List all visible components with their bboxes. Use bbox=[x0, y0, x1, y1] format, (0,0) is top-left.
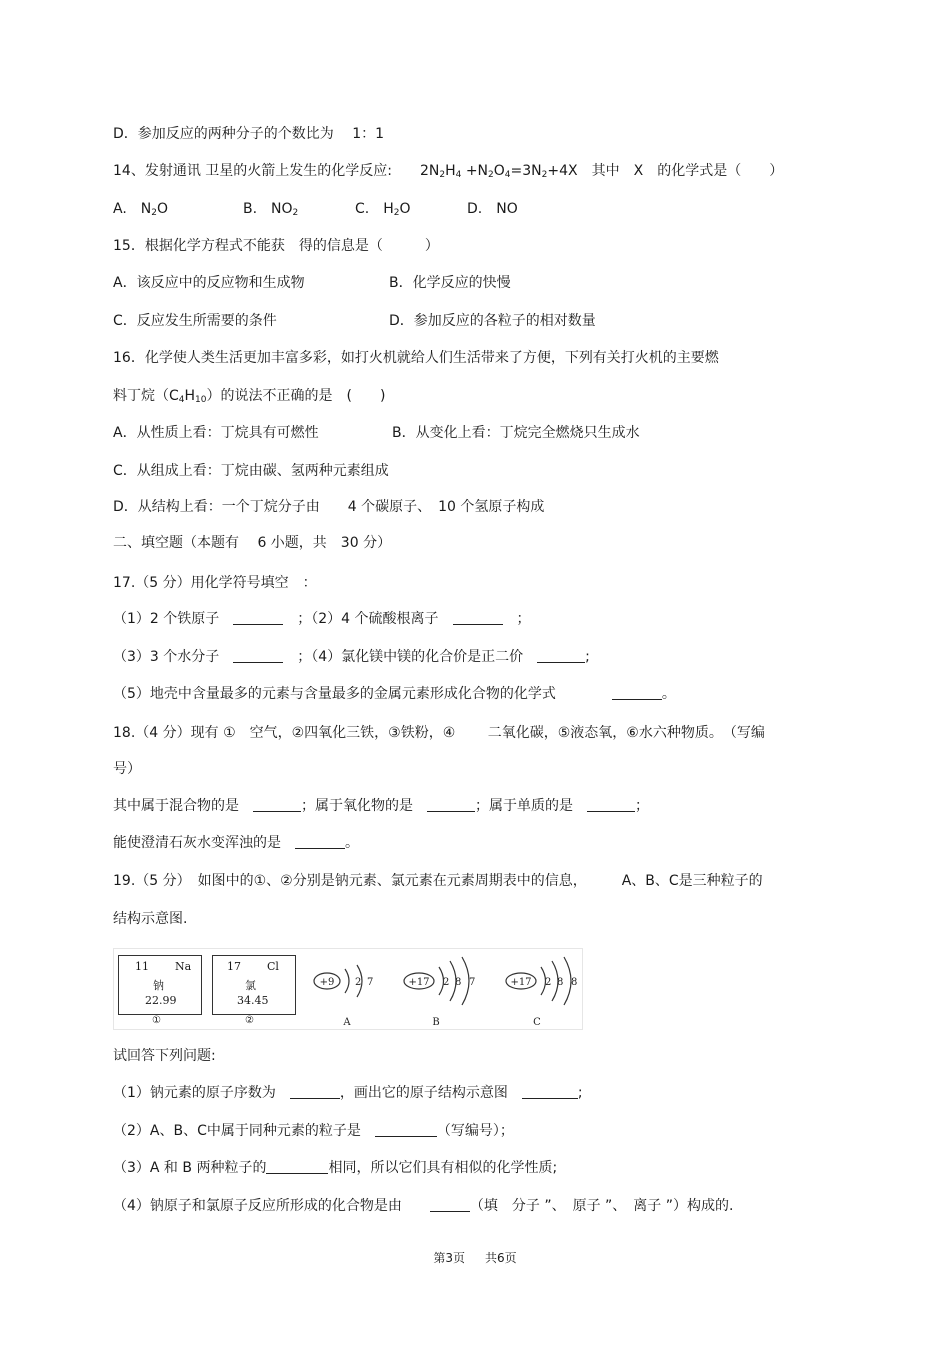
electron-count: 8 bbox=[571, 977, 578, 988]
q19-stem-line1: 19.（5 分） 如图中的①、②分别是钠元素、氯元素在元素周期表中的信息， A、B、C是三种粒子的 bbox=[113, 873, 763, 889]
q16-stem-line2: 料丁烷$(C_4H_{10})$的说法不正确的是 ( ) bbox=[113, 388, 386, 405]
q19-prompt: 试回答下列问题: bbox=[113, 1048, 216, 1064]
q17-row2: （3）3 个水分子 ；（4）氯化镁中镁的化合价是正二价 ; bbox=[113, 649, 590, 665]
q15-option-d: D．参加反应的各粒子的相对数量 bbox=[389, 313, 596, 329]
q17-stem: 17.（5 分）用化学符号填空 ： bbox=[113, 575, 317, 591]
q15-stem: 15．根据化学方程式不能获 得的信息是（ ） bbox=[113, 238, 439, 254]
q15-option-a: A．该反应中的反应物和生成物 bbox=[113, 275, 305, 291]
shell-arc bbox=[345, 969, 349, 993]
periodic-cell-na: 11 Na 钠 22.99 bbox=[118, 955, 202, 1015]
q15-option-c: C．反应发生所需要的条件 bbox=[113, 313, 277, 329]
q19-part3: （3）A 和 B 两种粒子的 相同，所以它们具有相似的化学性质; bbox=[113, 1160, 558, 1176]
q18-stem-line1: 18.（4 分）现有 ① 空气，②四氧化三铁，③铁粉，④ 二氧化碳，⑤液态氧，⑥水六种物质。 （写编 bbox=[113, 725, 765, 741]
q14-stem: 14、发射通讯 卫星的火箭上发生的化学反应: $2N_2H_4 +N_2O_4=3N_2+4X$ 其中 X 的化学式是（ ） bbox=[113, 163, 784, 180]
element-figure bbox=[113, 948, 583, 1030]
page-total: 共6页 bbox=[485, 1251, 517, 1265]
q16-option-a: A．从性质上看：丁烷具有可燃性 bbox=[113, 425, 319, 441]
q15-option-b: B．化学反应的快慢 bbox=[389, 275, 511, 291]
electron-count: 8 bbox=[455, 977, 462, 988]
shell-arc bbox=[564, 957, 571, 1005]
q14-option-b: B. $NO_2$ bbox=[243, 201, 299, 218]
periodic-cell-cl: 17 Cl 氯 34.45 bbox=[212, 955, 296, 1015]
answer-blank[interactable] bbox=[612, 685, 662, 700]
electron-count: 8 bbox=[557, 977, 564, 988]
electron-count: 7 bbox=[469, 977, 476, 988]
atom-structures bbox=[114, 949, 582, 1029]
nucleus-a-charge: +9 bbox=[319, 977, 335, 988]
answer-blank[interactable] bbox=[537, 648, 585, 663]
q19-part4: （4）钠原子和氯原子反应所形成的化合物是由 （填 分子 ”、 原子 ”、 离子 ”）构成的. bbox=[113, 1198, 734, 1214]
figure-label: ② bbox=[245, 1015, 254, 1026]
q17-row1: （1）2 个铁原子 ；（2）4 个硫酸根离子 ； bbox=[113, 611, 531, 627]
q13-option-d: D．参加反应的两种分子的个数比为 1：1 bbox=[113, 126, 385, 142]
q19-part2: （2）A、B、C中属于同种元素的粒子是 （写编号）； bbox=[113, 1123, 514, 1139]
answer-blank[interactable] bbox=[290, 1084, 340, 1099]
answer-blank[interactable] bbox=[430, 1197, 470, 1212]
particle-label: C bbox=[533, 1017, 541, 1028]
electron-count: 7 bbox=[367, 977, 374, 988]
particle-label: A bbox=[343, 1017, 351, 1028]
q16-option-c: C．从组成上看：丁烷由碳、氢两种元素组成 bbox=[113, 463, 389, 479]
answer-blank[interactable] bbox=[375, 1122, 437, 1137]
q14-option-d: D. NO bbox=[467, 201, 518, 217]
q14-option-a: A. $N_2O$ bbox=[113, 201, 169, 218]
q18-row2: 能使澄清石灰水变浑浊的是 。 bbox=[113, 835, 359, 851]
electron-count: 2 bbox=[545, 977, 552, 988]
page-number: 第3页 bbox=[433, 1251, 465, 1265]
q17-row3: （5）地壳中含量最多的元素与含量最多的金属元素形成化合物的化学式 。 bbox=[113, 686, 676, 702]
answer-blank[interactable] bbox=[253, 797, 301, 812]
answer-blank[interactable] bbox=[522, 1084, 578, 1099]
q19-part1: （1）钠元素的原子序数为 ，画出它的原子结构示意图 ; bbox=[113, 1085, 583, 1101]
answer-blank[interactable] bbox=[266, 1159, 328, 1174]
q14-option-c: C. $H_2O$ bbox=[355, 201, 411, 218]
nucleus-c-charge: +17 bbox=[510, 977, 532, 988]
answer-blank[interactable] bbox=[453, 610, 503, 625]
electron-count: 2 bbox=[355, 977, 362, 988]
nucleus-b-charge: +17 bbox=[408, 977, 430, 988]
q16-stem-line1: 16．化学使人类生活更加丰富多彩，如打火机就给人们生活带来了方便，下列有关打火机的主要燃 bbox=[113, 350, 719, 366]
answer-blank[interactable] bbox=[427, 797, 475, 812]
q16-option-b: B．从变化上看：丁烷完全燃烧只生成水 bbox=[392, 425, 640, 441]
q18-stem-line2: 号） bbox=[113, 761, 141, 777]
answer-blank[interactable] bbox=[295, 834, 345, 849]
q19-stem-line2: 结构示意图. bbox=[113, 911, 188, 927]
q16-option-d: D．从结构上看：一个丁烷分子由 4 个碳原子、 10 个氢原子构成 bbox=[113, 499, 545, 515]
particle-label: B bbox=[432, 1017, 440, 1028]
section-2-heading: 二、填空题（本题有 6 小题，共 30 分） bbox=[113, 535, 392, 551]
figure-label: ① bbox=[152, 1015, 161, 1026]
shell-arc bbox=[462, 957, 469, 1005]
answer-blank[interactable] bbox=[587, 797, 635, 812]
answer-blank[interactable] bbox=[233, 648, 283, 663]
electron-count: 2 bbox=[443, 977, 450, 988]
q18-row1: 其中属于混合物的是 ；属于氧化物的是 ；属于单质的是 ； bbox=[113, 798, 649, 814]
answer-blank[interactable] bbox=[233, 610, 283, 625]
page-footer bbox=[0, 1249, 950, 1266]
